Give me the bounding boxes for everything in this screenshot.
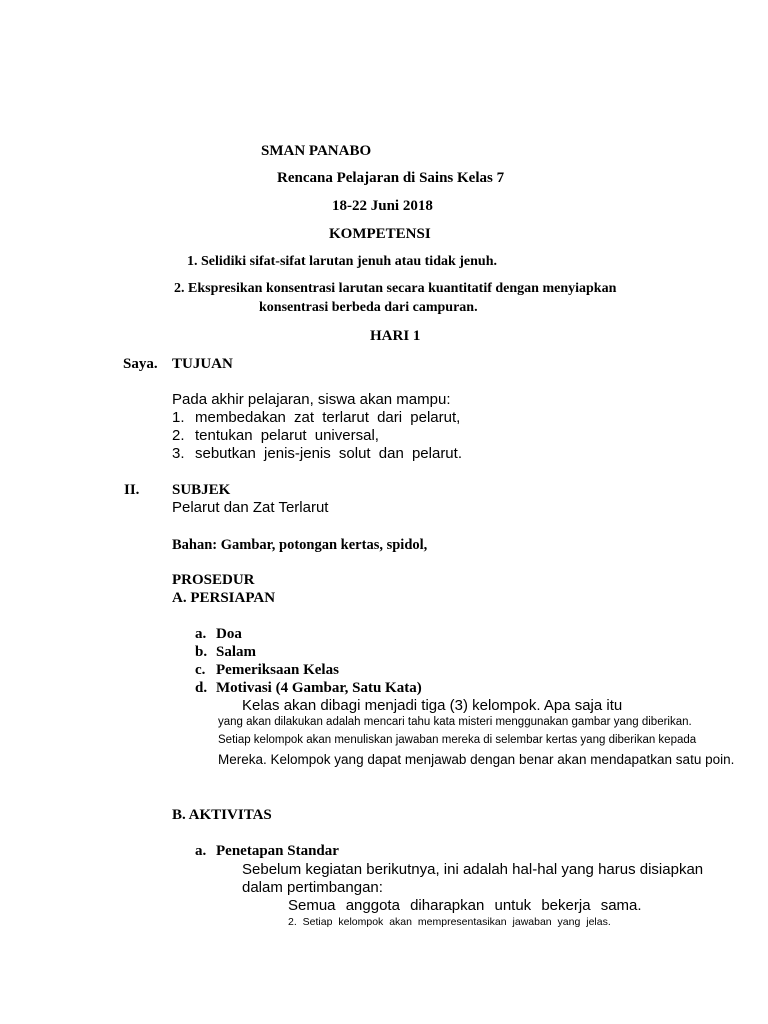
competence-item-1: 1. Selidiki sifat-sifat larutan jenuh atau tidak jenuh. [187, 254, 497, 269]
prep-item-greeting: Salam [216, 644, 257, 660]
standards-text-line1: Sebelum kegiatan berikutnya, ini adalah hal-hal yang harus disiapkan [242, 861, 704, 878]
activity-item-letter-a: a. [195, 843, 207, 859]
lesson-plan-title: Rencana Pelajaran di Sains Kelas 7 [277, 170, 505, 186]
section-1-heading: TUJUAN [172, 356, 233, 372]
objective-number-3: 3. [172, 445, 185, 462]
prep-item-letter-c: c. [195, 662, 206, 678]
activity-heading: B. AKTIVITAS [172, 807, 272, 823]
motivation-text-line3: Setiap kelompok akan menuliskan jawaban mereka di selembar kertas yang diberikan kepada [218, 734, 697, 746]
prep-item-letter-b: b. [195, 644, 208, 660]
standards-text-line2: dalam pertimbangan: [242, 879, 383, 896]
motivation-text-line1: Kelas akan dibagi menjadi tiga (3) kelompok. Apa saja itu [242, 697, 623, 714]
lesson-date: 18-22 Juni 2018 [332, 198, 433, 214]
objective-number-1: 1. [172, 409, 185, 426]
objective-text-1: membedakan zat terlarut dari pelarut, [195, 409, 461, 426]
subject-text: Pelarut dan Zat Terlarut [172, 499, 329, 516]
materials-text: Bahan: Gambar, potongan kertas, spidol, [172, 537, 428, 553]
motivation-text-line4: Mereka. Kelompok yang dapat menjawab dengan benar akan mendapatkan satu poin. [218, 752, 735, 767]
motivation-text-line2: yang akan dilakukan adalah mencari tahu kata misteri menggunakan gambar yang diberikan. [218, 716, 692, 728]
preparation-heading: A. PERSIAPAN [172, 590, 276, 606]
prep-item-letter-d: d. [195, 680, 208, 696]
prep-item-prayer: Doa [216, 626, 242, 642]
competence-item-2-line1: 2. Ekspresikan konsentrasi larutan secara kuantitatif dengan menyiapkan [174, 281, 617, 296]
section-2-heading: SUBJEK [172, 482, 231, 498]
prep-item-letter-a: a. [195, 626, 207, 642]
activity-item-standards: Penetapan Standar [216, 843, 339, 859]
prep-item-motivation: Motivasi (4 Gambar, Satu Kata) [216, 680, 422, 696]
standards-rule-2: 2. Setiap kelompok akan mempresentasikan jawaban yang jelas. [288, 916, 611, 928]
objective-number-2: 2. [172, 427, 185, 444]
section-1-numeral: Saya. [123, 356, 158, 372]
competence-heading: KOMPETENSI [329, 226, 431, 242]
section-2-numeral: II. [124, 482, 140, 498]
prep-item-class-check: Pemeriksaan Kelas [216, 662, 339, 678]
standards-rule-1: Semua anggota diharapkan untuk bekerja sama. [288, 897, 642, 914]
day-heading: HARI 1 [370, 328, 421, 344]
objective-text-3: sebutkan jenis-jenis solut dan pelarut. [195, 445, 462, 462]
school-name: SMAN PANABO [261, 143, 372, 159]
objectives-intro: Pada akhir pelajaran, siswa akan mampu: [172, 391, 451, 408]
procedure-heading: PROSEDUR [172, 572, 255, 588]
objective-text-2: tentukan pelarut universal, [195, 427, 379, 444]
competence-item-2-line2: konsentrasi berbeda dari campuran. [259, 300, 478, 315]
